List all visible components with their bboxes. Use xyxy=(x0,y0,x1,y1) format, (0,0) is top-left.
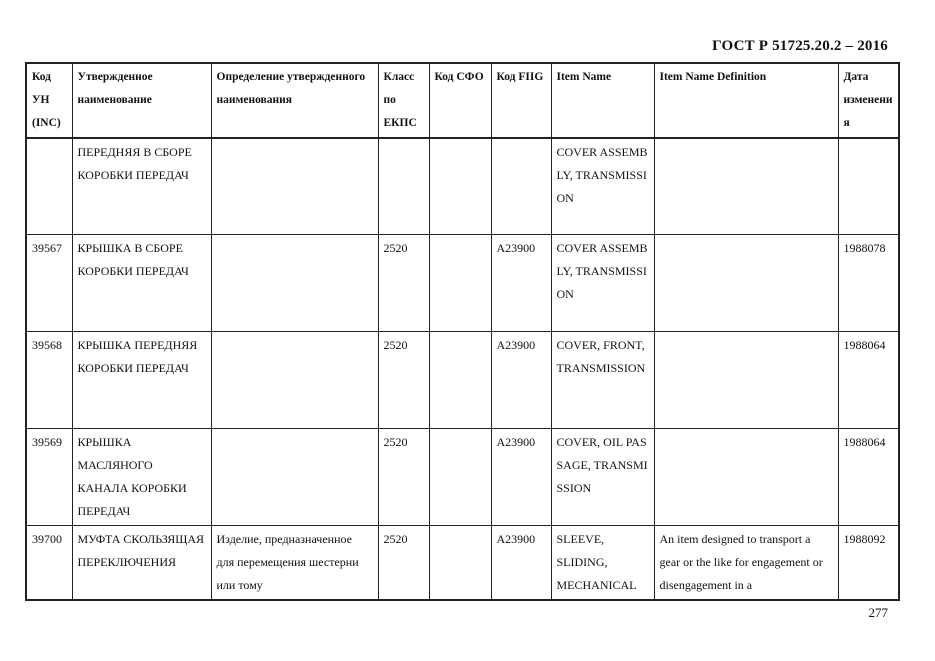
cell-definition xyxy=(211,429,378,526)
cell-approved-name: КРЫШКА В СБОРЕ КОРОБКИ ПЕРЕДАЧ xyxy=(72,235,211,332)
cell-sfo-code xyxy=(429,332,491,429)
cell-fiig-code: A23900 xyxy=(491,429,551,526)
col-header-inc: Код УН (INC) xyxy=(26,63,72,138)
cell-item-name-definition xyxy=(654,332,838,429)
cell-definition xyxy=(211,235,378,332)
document-header: ГОСТ Р 51725.20.2 – 2016 xyxy=(712,38,888,54)
cell-sfo-code xyxy=(429,235,491,332)
cell-change-date: 1988064 xyxy=(838,332,899,429)
cell-definition xyxy=(211,332,378,429)
cell-item-name: COVER, FRONT, TRANSMISSION xyxy=(551,332,654,429)
cell-item-name-definition xyxy=(654,235,838,332)
cell-change-date: 1988092 xyxy=(838,526,899,601)
cell-ekps-class: 2520 xyxy=(378,526,429,601)
col-header-fiig-code: Код FIIG xyxy=(491,63,551,138)
table-row xyxy=(26,235,899,332)
cell-ekps-class: 2520 xyxy=(378,332,429,429)
col-header-item-name: Item Name xyxy=(551,63,654,138)
cell-approved-name: КРЫШКА ПЕРЕДНЯЯ КОРОБКИ ПЕРЕДАЧ xyxy=(72,332,211,429)
cell-item-name: COVER ASSEMBLY, TRANSMISSION xyxy=(551,235,654,332)
cell-ekps-class: 2520 xyxy=(378,235,429,332)
cell-ekps-class xyxy=(378,138,429,235)
table-row xyxy=(26,138,899,235)
catalog-table xyxy=(25,62,900,601)
table-header-row xyxy=(26,63,899,138)
cell-inc: 39568 xyxy=(26,332,72,429)
cell-sfo-code xyxy=(429,138,491,235)
col-header-ekps-class: Класс по ЕКПС xyxy=(378,63,429,138)
cell-item-name-definition: An item designed to transport a gear or the like for engagement or disengagement in a xyxy=(654,526,838,601)
cell-change-date: 1988078 xyxy=(838,235,899,332)
cell-item-name: COVER, OIL PASSAGE, TRANSMISSION xyxy=(551,429,654,526)
cell-sfo-code xyxy=(429,526,491,601)
cell-change-date: 1988064 xyxy=(838,429,899,526)
cell-item-name-definition xyxy=(654,429,838,526)
cell-fiig-code: A23900 xyxy=(491,526,551,601)
cell-fiig-code xyxy=(491,138,551,235)
col-header-approved-name: Утвержденное наименование xyxy=(72,63,211,138)
cell-ekps-class: 2520 xyxy=(378,429,429,526)
cell-item-name: COVER ASSEMBLY, TRANSMISSION xyxy=(551,138,654,235)
cell-approved-name: КРЫШКА МАСЛЯНОГО КАНАЛА КОРОБКИ ПЕРЕДАЧ xyxy=(72,429,211,526)
cell-approved-name: ПЕРЕДНЯЯ В СБОРЕ КОРОБКИ ПЕРЕДАЧ xyxy=(72,138,211,235)
table-row xyxy=(26,332,899,429)
cell-inc xyxy=(26,138,72,235)
page-number: 277 xyxy=(868,605,888,620)
cell-item-name-definition xyxy=(654,138,838,235)
cell-inc: 39567 xyxy=(26,235,72,332)
col-header-change-date: Дата изменения xyxy=(838,63,899,138)
col-header-item-name-definition: Item Name Definition xyxy=(654,63,838,138)
cell-inc: 39569 xyxy=(26,429,72,526)
cell-item-name: SLEEVE, SLIDING, MECHANICAL xyxy=(551,526,654,601)
table-row xyxy=(26,429,899,526)
cell-fiig-code: A23900 xyxy=(491,235,551,332)
cell-definition: Изделие, предназначенное для перемещения шестерни или тому xyxy=(211,526,378,601)
cell-sfo-code xyxy=(429,429,491,526)
col-header-definition: Определение утвержденного наименования xyxy=(211,63,378,138)
cell-fiig-code: A23900 xyxy=(491,332,551,429)
cell-inc: 39700 xyxy=(26,526,72,601)
cell-approved-name: МУФТА СКОЛЬЗЯЩАЯ ПЕРЕКЛЮЧЕНИЯ xyxy=(72,526,211,601)
cell-change-date xyxy=(838,138,899,235)
col-header-sfo-code: Код СФО xyxy=(429,63,491,138)
table-row xyxy=(26,526,899,601)
cell-definition xyxy=(211,138,378,235)
